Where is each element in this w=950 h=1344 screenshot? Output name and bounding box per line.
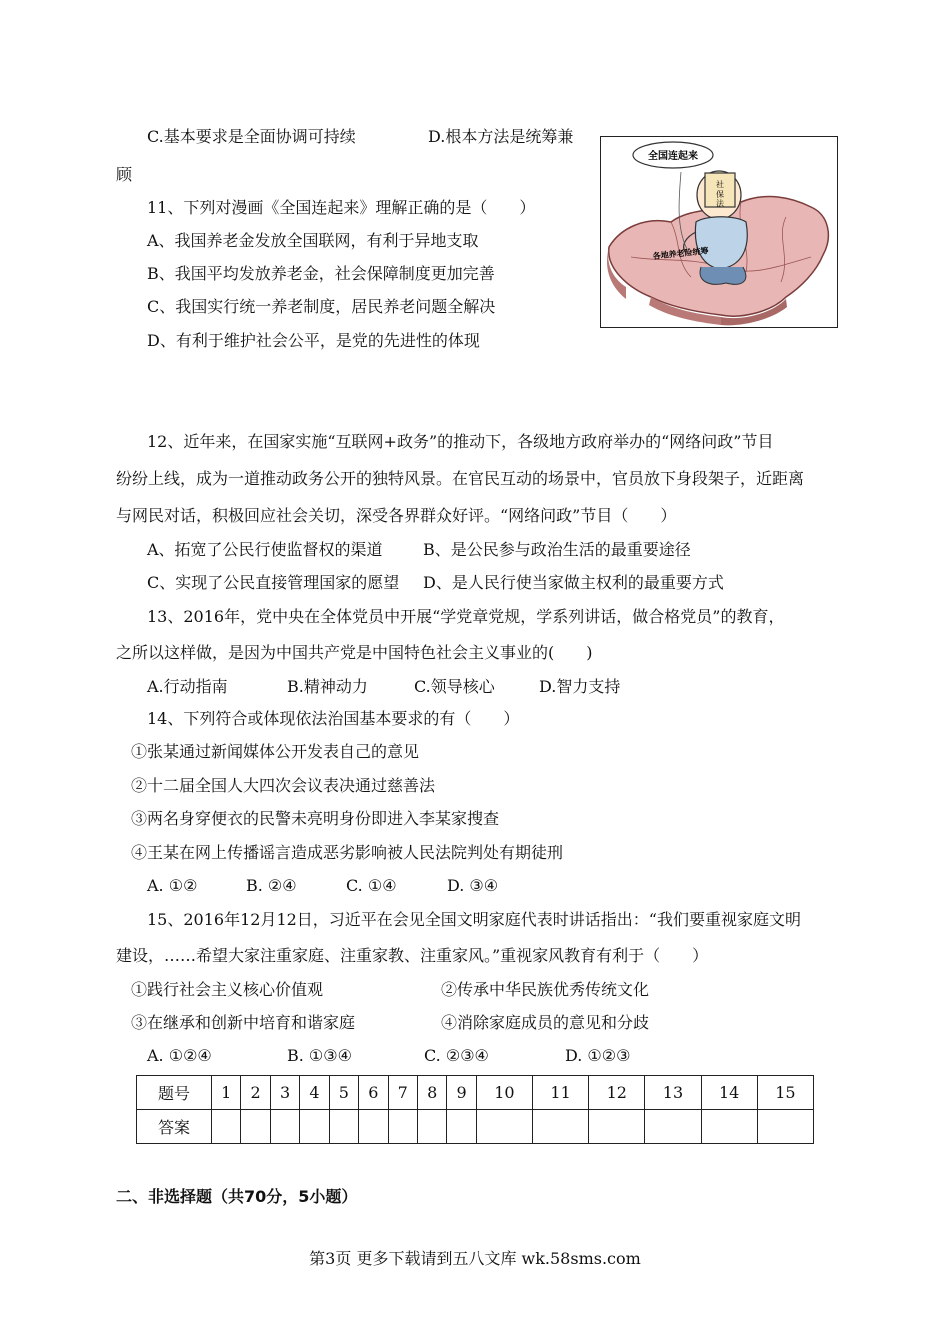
question-number-cell: 7 — [388, 1076, 417, 1110]
cartoon-box-label-1: 社 — [716, 180, 724, 189]
answer-table-number-header: 题号 — [137, 1076, 212, 1110]
q11-stem: 11、下列对漫画《全国连起来》理解正确的是（ ） — [147, 198, 536, 217]
answer-cell[interactable] — [212, 1110, 241, 1144]
q15-option-c: C. ②③④ — [424, 1046, 489, 1065]
answer-table-answer-header: 答案 — [137, 1110, 212, 1144]
q15-item-1: ①践行社会主义核心价值观 — [131, 980, 324, 999]
question-number-cell: 1 — [212, 1076, 241, 1110]
q12-line-1: 12、近年来，在国家实施“互联网+政务”的推动下，各级地方政府举办的“网络问政”节目 — [147, 432, 774, 451]
answer-cell[interactable] — [388, 1110, 417, 1144]
q15-item-2: ②传承中华民族优秀传统文化 — [441, 980, 650, 999]
question-number-cell: 15 — [757, 1076, 813, 1110]
q11-option-a: A、我国养老金发放全国联网，有利于异地支取 — [147, 231, 479, 250]
q14-option-a: A. ①② — [147, 876, 198, 895]
q10-option-d: D.根本方法是统筹兼 — [428, 127, 574, 146]
q15-item-3: ③在继承和创新中培育和谐家庭 — [131, 1013, 356, 1032]
question-number-cell: 8 — [417, 1076, 446, 1110]
answer-cell[interactable] — [241, 1110, 270, 1144]
cartoon-quanguo-lianqilai — [600, 136, 838, 328]
section-2-heading: 二、非选择题（共70分，5小题） — [116, 1187, 358, 1206]
answer-cell[interactable] — [476, 1110, 532, 1144]
q15-option-a: A. ①②④ — [147, 1046, 212, 1065]
answer-cell[interactable] — [589, 1110, 645, 1144]
answer-cell[interactable] — [329, 1110, 358, 1144]
answer-cell[interactable] — [447, 1110, 476, 1144]
q13-line-2: 之所以这样做，是因为中国共产党是中国特色社会主义事业的( ) — [116, 643, 593, 662]
question-number-cell: 13 — [645, 1076, 701, 1110]
q15-line-2: 建设，……希望大家注重家庭、注重家教、注重家风。”重视家风教育有利于（ ） — [116, 946, 709, 965]
q15-option-d: D. ①②③ — [565, 1046, 631, 1065]
q11-option-b: B、我国平均发放养老金，社会保障制度更加完善 — [147, 264, 495, 283]
q14-item-3: ③两名身穿便衣的民警未亮明身份即进入李某家搜查 — [131, 809, 500, 828]
answer-table-answer-row — [137, 1110, 814, 1144]
q15-item-4: ④消除家庭成员的意见和分歧 — [441, 1013, 650, 1032]
question-number-cell: 3 — [270, 1076, 299, 1110]
q12-option-c: C、实现了公民直接管理国家的愿望 — [147, 573, 400, 592]
question-number-cell: 14 — [701, 1076, 757, 1110]
q14-item-4: ④王某在网上传播谣言造成恶劣影响被人民法院判处有期徒刑 — [131, 843, 564, 862]
answer-cell[interactable] — [645, 1110, 701, 1144]
q13-option-c: C.领导核心 — [414, 677, 495, 696]
q13-option-b: B.精神动力 — [287, 677, 368, 696]
q12-option-a: A、拓宽了公民行使监督权的渠道 — [147, 540, 383, 559]
answer-table — [136, 1075, 814, 1144]
answer-cell[interactable] — [757, 1110, 813, 1144]
q14-item-2: ②十二届全国人大四次会议表决通过慈善法 — [131, 776, 436, 795]
q12-line-2: 纷纷上线，成为一道推动政务公开的独特风景。在官民互动的场景中，官员放下身段架子，近距离 — [116, 469, 805, 488]
cartoon-box-label-2: 保 — [716, 190, 724, 199]
question-number-cell: 10 — [476, 1076, 532, 1110]
q13-option-d: D.智力支持 — [539, 677, 621, 696]
q12-option-b: B、是公民参与政治生活的最重要途径 — [423, 540, 691, 559]
question-number-cell: 12 — [589, 1076, 645, 1110]
q14-stem: 14、下列符合或体现依法治国基本要求的有（ ） — [147, 709, 520, 728]
answer-cell[interactable] — [417, 1110, 446, 1144]
question-number-cell: 2 — [241, 1076, 270, 1110]
question-number-cell: 9 — [447, 1076, 476, 1110]
q14-option-d: D. ③④ — [447, 876, 499, 895]
cartoon-box-label-3: 法 — [716, 199, 724, 208]
cartoon-bubble-text: 全国连起来 — [648, 151, 698, 162]
q10-option-c: C.基本要求是全面协调可持续 — [147, 127, 356, 146]
q15-option-b: B. ①③④ — [287, 1046, 352, 1065]
q14-option-b: B. ②④ — [246, 876, 297, 895]
answer-cell[interactable] — [359, 1110, 388, 1144]
cartoon-map-label: 各地养老险统筹 — [652, 246, 709, 261]
q11-option-d: D、有利于维护社会公平，是党的先进性的体现 — [147, 331, 480, 350]
q14-item-1: ①张某通过新闻媒体公开发表自己的意见 — [131, 742, 420, 761]
q12-line-3: 与网民对话，积极回应社会关切，深受各界群众好评。“网络问政”节目（ ） — [116, 506, 677, 525]
q10-option-d-wrap: 顾 — [116, 165, 133, 184]
q15-line-1: 15、2016年12月12日，习近平在会见全国文明家庭代表时讲话指出：“我们要重视家庭文明 — [147, 910, 801, 929]
q12-option-d: D、是人民行使当家做主权利的最重要方式 — [423, 573, 724, 592]
answer-table-number-row — [137, 1076, 814, 1110]
answer-cell[interactable] — [701, 1110, 757, 1144]
question-number-cell: 6 — [359, 1076, 388, 1110]
q13-line-1: 13、2016年，党中央在全体党员中开展“学党章党规，学系列讲话，做合格党员”的教育， — [147, 607, 785, 626]
answer-cell[interactable] — [532, 1110, 588, 1144]
answer-cell[interactable] — [300, 1110, 329, 1144]
q14-option-c: C. ①④ — [346, 876, 397, 895]
cartoon-drawing — [601, 137, 837, 327]
question-number-cell: 4 — [300, 1076, 329, 1110]
question-number-cell: 5 — [329, 1076, 358, 1110]
question-number-cell: 11 — [532, 1076, 588, 1110]
q11-option-c: C、我国实行统一养老制度，居民养老问题全解决 — [147, 297, 496, 316]
q13-option-a: A.行动指南 — [147, 677, 228, 696]
page-footer: 第3页 更多下载请到五八文库 wk.58sms.com — [309, 1249, 641, 1268]
answer-cell[interactable] — [270, 1110, 299, 1144]
